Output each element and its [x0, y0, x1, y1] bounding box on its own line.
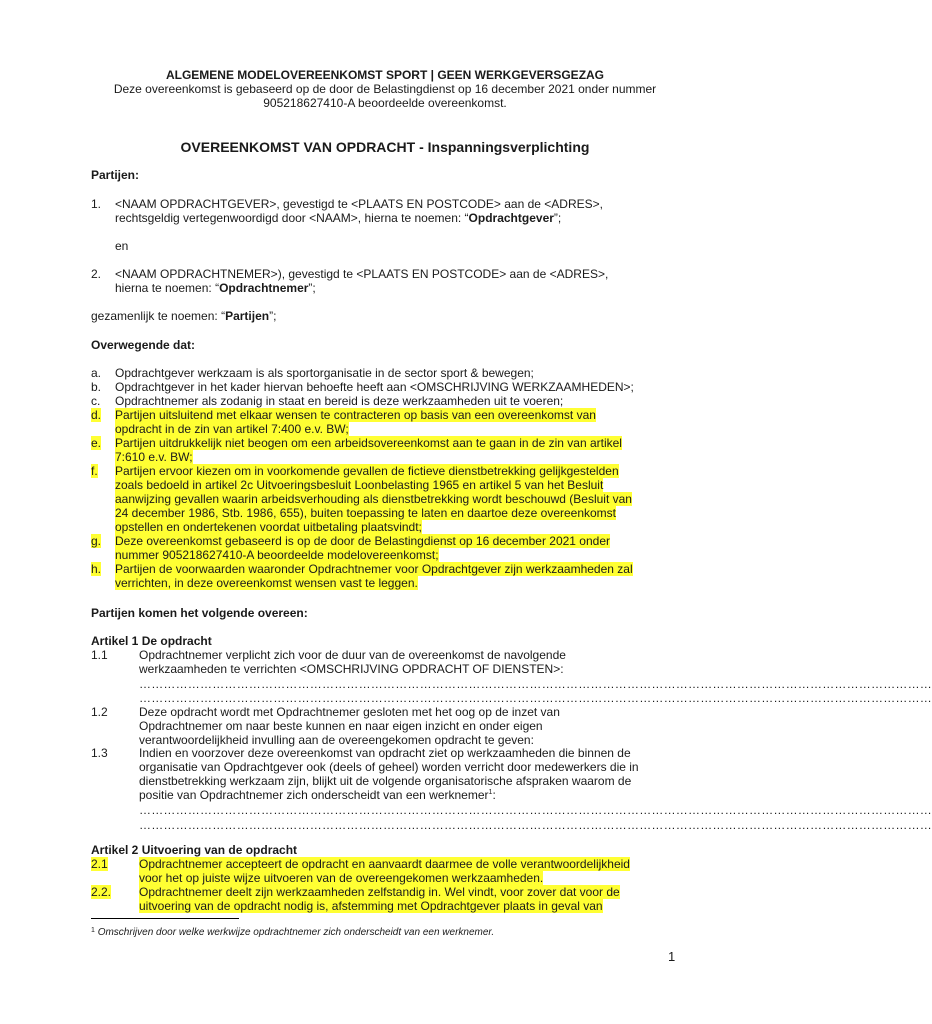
party1-line2: rechtsgeldig vertegenwoordigd door <NAAM>, hierna te noemen: “Opdrachtgever”;	[115, 211, 562, 225]
art2-item1-line1: Opdrachtnemer accepteert de opdracht en aanvaardt daarmee de volle verantwoordelijkheid	[139, 857, 630, 871]
art1-item2-line1: Deze opdracht wordt met Opdrachtnemer gesloten met het oog op de inzet van	[139, 705, 560, 719]
overwegende-item-marker: e.	[91, 436, 102, 450]
art2-item1-line2: voor het op juiste wijze uitvoeren van de overeengekomen werkzaamheden.	[139, 871, 544, 885]
overwegende-item-line: opstellen en ondertekenen voordat uitbetaling plaatsvindt;	[115, 520, 422, 534]
fill-in-dotted-line[interactable]: ……………………………………………………………………………………………………………………………………………………………………………	[139, 691, 932, 705]
overwegende-item-line: opdracht in de zin van artikel 7:400 e.v. BW;	[115, 422, 349, 436]
overwegende-item-line: Partijen ervoor kiezen om in voorkomende gevallen de fictieve dienstbetrekking gelijkgestelden	[115, 464, 619, 478]
overwegende-item-line: Opdrachtgever in het kader hiervan behoefte heeft aan <OMSCHRIJVING WERKZAAMHEDEN>;	[115, 380, 634, 394]
gezamenlijk-line: gezamenlijk te noemen: “Partijen”;	[91, 309, 277, 323]
party2-line1: <NAAM OPDRACHTNEMER>), gevestigd te <PLAATS EN POSTCODE> aan de <ADRES>,	[115, 267, 609, 281]
fill-in-dotted-line[interactable]: ……………………………………………………………………………………………………………………………………………………………………………	[139, 803, 932, 817]
artikel1-heading: Artikel 1 De opdracht	[91, 634, 212, 648]
document-title: OVEREENKOMST VAN OPDRACHT - Inspanningsverplichting	[180, 139, 590, 155]
overwegende-item-line: Deze overeenkomst gebaseerd is op de door de Belastingdienst op 16 december 2021 onder	[115, 534, 610, 548]
artikel2-heading: Artikel 2 Uitvoering van de opdracht	[91, 843, 298, 857]
fill-in-dotted-line[interactable]: ……………………………………………………………………………………………………………………………………………………………………………	[139, 818, 932, 832]
overwegende-item-marker: g.	[91, 534, 102, 548]
fill-in-dotted-line[interactable]: ……………………………………………………………………………………………………………………………………………………………………………	[139, 677, 932, 691]
art1-item1-line1: Opdrachtnemer verplicht zich voor de duur van de overeenkomst de navolgende	[139, 648, 566, 662]
header-subtitle-line2: 905218627410-A beoordeelde overeenkomst.	[263, 96, 507, 110]
partijen-heading: Partijen:	[91, 168, 140, 182]
art1-item1-number: 1.1	[91, 648, 108, 662]
art1-item3-line4: positie van Opdrachtnemer zich onderscheidt van een werknemer$^1$:	[139, 788, 496, 802]
footnote-separator	[91, 918, 239, 919]
art2-item2-line1: Opdrachtnemer deelt zijn werkzaamheden zelfstandig in. Wel vindt, voor zover dat voor de	[139, 885, 620, 899]
art1-item2-line2: Opdrachtnemer om naar beste kunnen en naar eigen inzicht en onder eigen	[139, 719, 543, 733]
page-number: 1	[668, 949, 676, 964]
overwegende-heading: Overwegende dat:	[91, 338, 196, 352]
header-subtitle-line1: Deze overeenkomst is gebaseerd op de door de Belastingdienst op 16 december 2021 onder nummer	[113, 82, 657, 96]
overwegende-item-line: Partijen uitsluitend met elkaar wensen te contracteren op basis van een overeenkomst van	[115, 408, 596, 422]
overwegende-item-marker: h.	[91, 562, 102, 576]
overwegende-item-line: Opdrachtnemer als zodanig in staat en bereid is deze werkzaamheden uit te voeren;	[115, 394, 564, 408]
overwegende-item-line: Opdrachtgever werkzaam is als sportorganisatie in de sector sport & bewegen;	[115, 366, 534, 380]
art1-item2-line3: verantwoordelijkheid invulling aan de overeengekomen opdracht te geven:	[139, 733, 534, 747]
party2-line2: hierna te noemen: “Opdrachtnemer”;	[115, 281, 316, 295]
art1-item3-number: 1.3	[91, 746, 108, 760]
art2-item2-line2: uitvoering van de opdracht nodig is, afstemming met Opdrachtgever plaats in geval van	[139, 899, 603, 913]
art1-item3-line1: Indien en voorzover deze overeenkomst van opdracht ziet op werkzaamheden die binnen de	[139, 746, 631, 760]
art2-item2-number: 2.2.	[91, 885, 112, 899]
overwegende-item-marker: d.	[91, 408, 102, 422]
overwegende-item-line: zoals bedoeld in artikel 2c Uitvoeringsbesluit Loonbelasting 1965 en artikel 5 van het Besluit	[115, 478, 604, 492]
conjunction-en: en	[115, 239, 129, 253]
overwegende-item-marker: a.	[91, 366, 102, 380]
party2-number: 2.	[91, 267, 102, 281]
overwegende-item-marker: f.	[91, 464, 98, 478]
overwegende-item-line: 7:610 e.v. BW;	[115, 450, 193, 464]
overwegende-item-line: verrichten, in deze overeenkomst wensen vast te leggen.	[115, 576, 418, 590]
overwegende-item-line: Partijen uitdrukkelijk niet beogen om een arbeidsovereenkomst aan te gaan in de zin van artikel	[115, 436, 622, 450]
header-title: ALGEMENE MODELOVEREENKOMST SPORT | GEEN WERKGEVERSGEZAG	[165, 68, 605, 82]
overwegende-item-marker: c.	[91, 394, 101, 408]
party1-number: 1.	[91, 197, 102, 211]
overwegende-item-line: nummer 905218627410-A beoordeelde modelovereenkomst;	[115, 548, 439, 562]
art2-item1-number: 2.1	[91, 857, 108, 871]
overwegende-item-marker: b.	[91, 380, 102, 394]
komen-overeen-heading: Partijen komen het volgende overeen:	[91, 606, 308, 620]
footnote-number: 1	[91, 927, 95, 934]
footnote: $^1$ Omschrijven door welke werkwijze opdrachtnemer zich onderscheidt van een werknemer.	[91, 927, 495, 938]
overwegende-item-line: 24 december 1986, Stb. 1986, 655), buiten toepassing te laten en daartoe deze overeenkomst	[115, 506, 617, 520]
footnote-reference[interactable]: 1	[488, 789, 493, 796]
art1-item1-line2: werkzaamheden te verrichten <OMSCHRIJVING OPDRACHT OF DIENSTEN>:	[139, 662, 564, 676]
party1-line1: <NAAM OPDRACHTGEVER>, gevestigd te <PLAATS EN POSTCODE> aan de <ADRES>,	[115, 197, 603, 211]
art1-item3-line3: dienstbetrekking werkzaam zijn, blijkt uit de volgende organisatorische afspraken waarom de	[139, 774, 632, 788]
art1-item2-number: 1.2	[91, 705, 108, 719]
overwegende-item-line: aanwijzing gevallen waarin arbeidsverhouding als dienstbetrekking wordt beschouwd (Besluit van	[115, 492, 632, 506]
art1-item3-line2: organisatie van Opdrachtgever ook (deels of geheel) worden verricht door medewerkers die in	[139, 760, 639, 774]
overwegende-item-line: Partijen de voorwaarden waaronder Opdrachtnemer voor Opdrachtgever zijn werkzaamheden zal	[115, 562, 633, 576]
